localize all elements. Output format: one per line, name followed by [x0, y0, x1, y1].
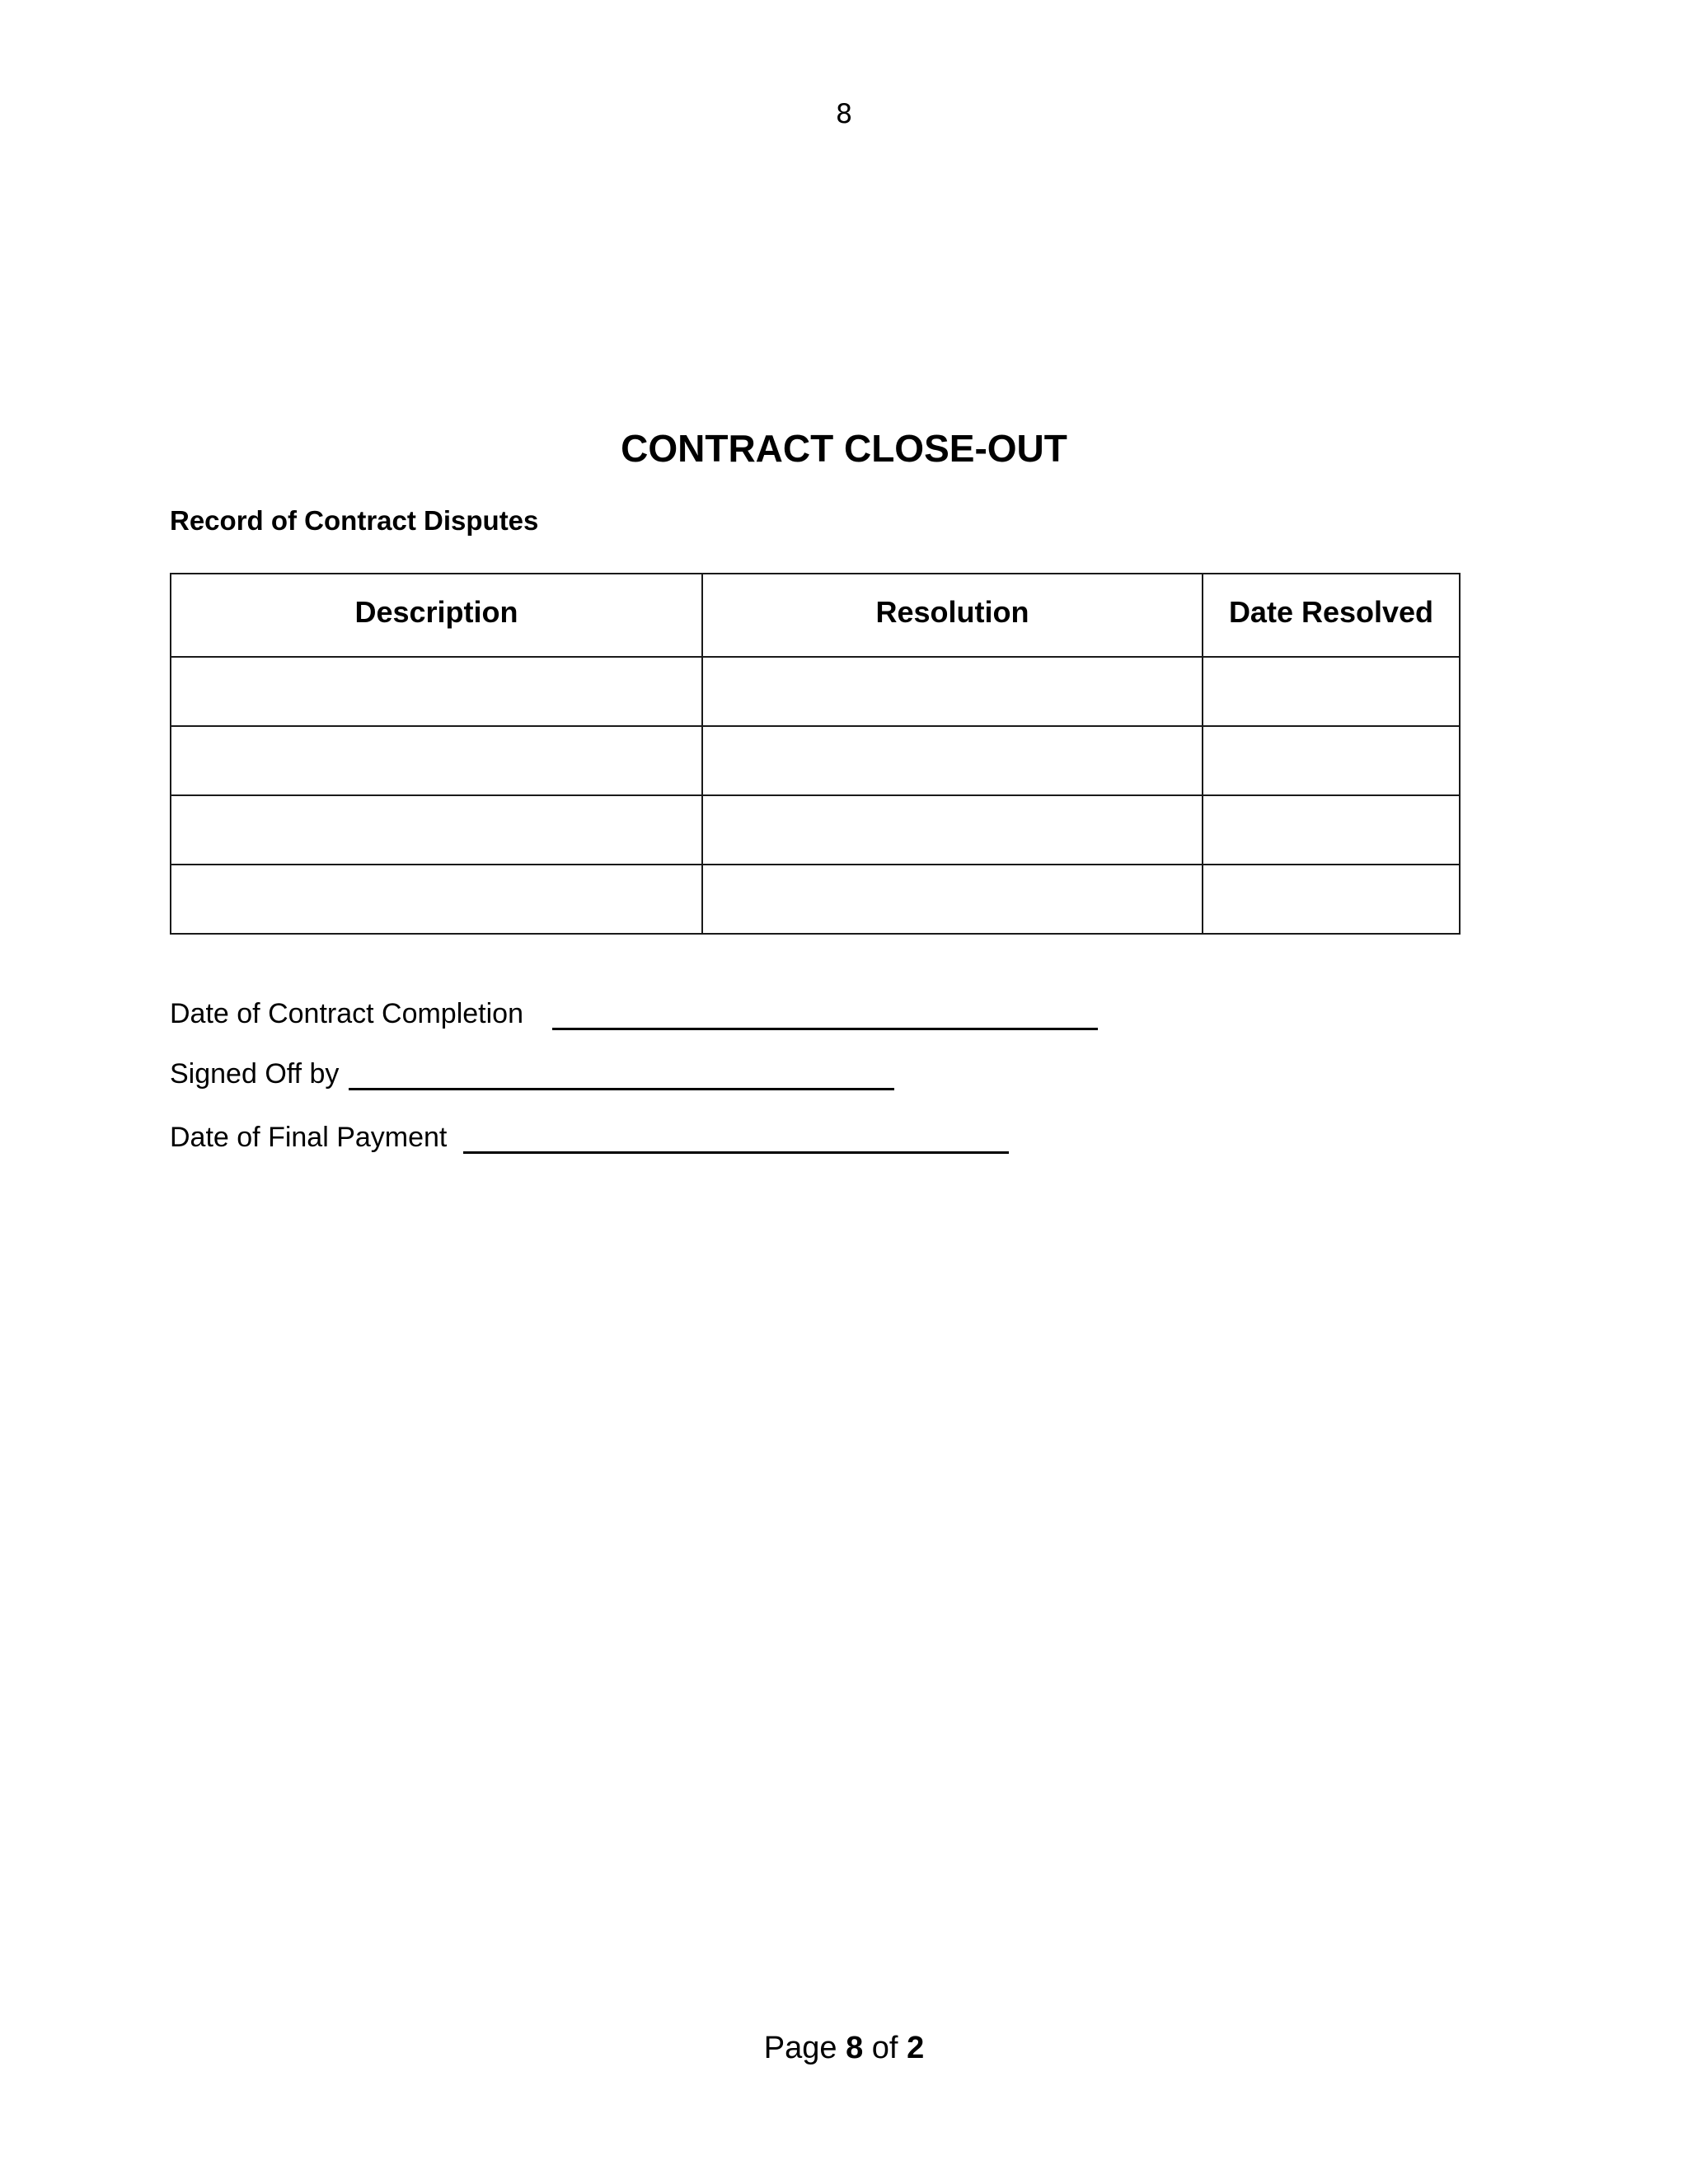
table-cell-resolution[interactable]	[702, 795, 1203, 865]
footer-page-word: Page	[763, 2031, 837, 2065]
page-footer	[0, 2029, 1688, 2067]
column-header-description: Description	[171, 574, 702, 657]
completion-date-blank[interactable]	[552, 998, 1098, 1030]
final-payment-blank[interactable]	[463, 1122, 1009, 1154]
table-row	[171, 657, 1460, 726]
table-row	[171, 795, 1460, 865]
table-cell-date-resolved[interactable]	[1203, 795, 1460, 865]
table-cell-date-resolved[interactable]	[1203, 657, 1460, 726]
page-number-header: 8	[835, 98, 853, 129]
column-header-resolution: Resolution	[702, 574, 1203, 657]
table-cell-resolution[interactable]	[702, 657, 1203, 726]
table-row	[171, 726, 1460, 795]
signed-off-blank[interactable]	[349, 1058, 894, 1090]
footer-of-word: of	[871, 2031, 898, 2065]
table-cell-description[interactable]	[171, 657, 702, 726]
column-header-date-resolved: Date Resolved	[1203, 574, 1460, 657]
table-cell-description[interactable]	[171, 795, 702, 865]
table-cell-description[interactable]	[171, 726, 702, 795]
footer-current-page: 8	[846, 2031, 864, 2065]
table-cell-date-resolved[interactable]	[1203, 865, 1460, 934]
signed-off-field	[170, 1057, 894, 1090]
final-payment-field	[170, 1121, 1009, 1154]
section-heading: Record of Contract Disputes	[170, 505, 539, 536]
final-payment-label: Date of Final Payment	[170, 1122, 448, 1153]
table-cell-resolution[interactable]	[702, 726, 1203, 795]
table-cell-resolution[interactable]	[702, 865, 1203, 934]
footer-total-pages: 2	[907, 2031, 925, 2065]
document-title: CONTRACT CLOSE-OUT	[621, 427, 1067, 470]
table-row	[171, 865, 1460, 934]
disputes-table	[170, 573, 1461, 935]
completion-date-label: Date of Contract Completion	[170, 998, 523, 1029]
table-cell-description[interactable]	[171, 865, 702, 934]
table-header-row	[171, 574, 1460, 657]
table-cell-date-resolved[interactable]	[1203, 726, 1460, 795]
signed-off-label: Signed Off by	[170, 1058, 340, 1090]
completion-date-field	[170, 997, 1098, 1030]
